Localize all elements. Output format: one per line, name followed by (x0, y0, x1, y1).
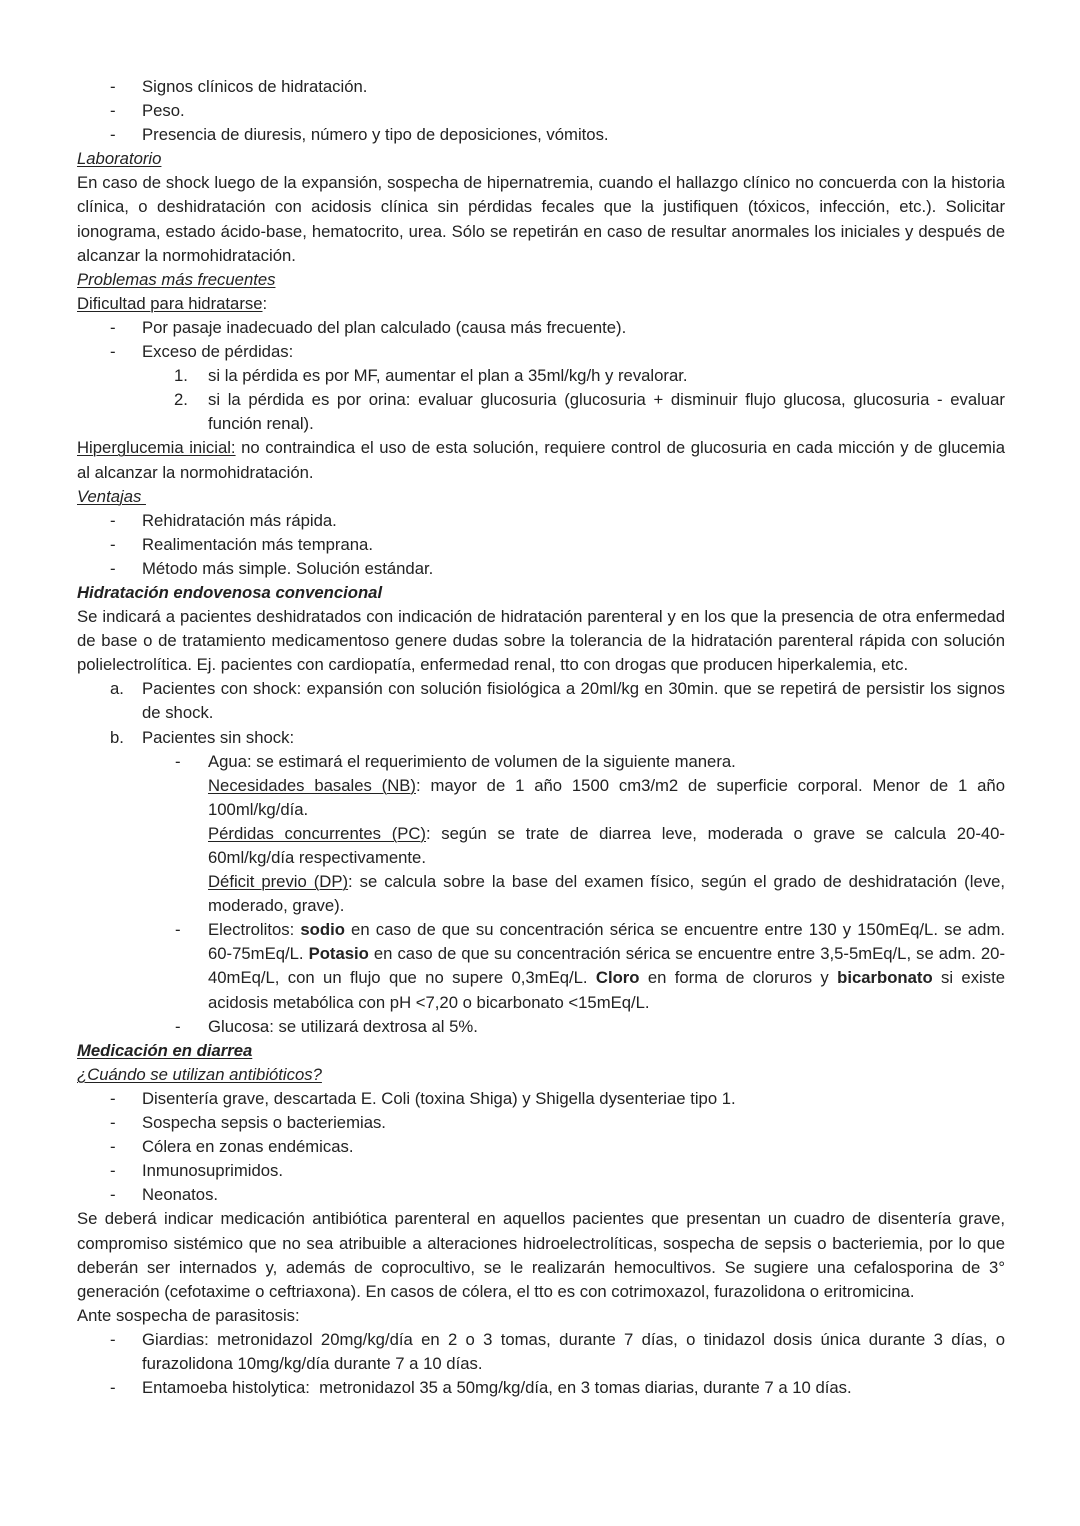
dash-marker: - (175, 920, 181, 940)
dash-marker: - (110, 1113, 116, 1133)
hidratacion-paragraph: Se indicará a pacientes deshidratados con indicación de hidratación parenteral y en los que la presencia de otra enfermedad de base o de tratamiento medicamentoso genere dudas sobre la tolerancia de la hidratación parenteral rápida con solución polielectrolítica. Ej. pacientes con cardiopatía, enfermedad renal, tto con drogas que producen hiperkalemia, etc. (77, 607, 1005, 675)
hiperglucemia-paragraph: Hiperglucemia inicial: no contraindica el uso de esta solución, requiere control de glucosuria en cada micción y de glucemia al alcanzar la normohidratación. (77, 438, 1006, 482)
dash-marker: - (110, 1137, 116, 1157)
letter-marker: b. (110, 727, 124, 747)
medicacion-heading: Medicación en diarrea (77, 1040, 253, 1060)
ventajas-heading: Ventajas (77, 486, 146, 506)
list-item: - Realimentación más temprana. (77, 533, 1005, 557)
problemas-heading: Problemas más frecuentes (77, 269, 276, 289)
hidratacion-heading: Hidratación endovenosa convencional (77, 582, 383, 602)
dash-marker: - (110, 1161, 116, 1181)
list-item: - Exceso de pérdidas: (77, 340, 1005, 364)
list-item: - Por pasaje inadecuado del plan calculado (causa más frecuente). (77, 316, 1005, 340)
dash-marker: - (110, 1329, 116, 1349)
sub-list-item: - Electrolitos: sodio en caso de que su concentración sérica se encuentre entre 130 y 150mEq/L. se adm. 60-75mEq/L. Potasio en caso de que su concentración sérica se encuentre entre 3,5-5mEq/L, se adm. 20-40mEq/L, con un flujo que no supere 0,3mEq/L. Cloro en forma de cloruros y bicarbonato si existe acidosis metabólica con pH <7,20 o bicarbonato <15mEq/L. (175, 920, 1006, 1012)
pc-paragraph: Pérdidas concurrentes (PC): según se trate de diarrea leve, moderada o grave se calcula 20-40-60ml/kg/día respectivamente. (208, 823, 1005, 867)
antibioticos-question: ¿Cuándo se utilizan antibióticos? (77, 1064, 322, 1084)
sub-list-item: - Agua: se estimará el requerimiento de volumen de la siguiente manera. (77, 750, 1005, 774)
numbered-item: 1. si la pérdida es por MF, aumentar el plan a 35ml/kg/h y revalorar. (77, 364, 1005, 388)
medicacion-paragraph: Se deberá indicar medicación antibiótica parenteral en aquellos pacientes que presentan un cuadro de disentería grave, compromiso sistémico que no sea atribuible a alteraciones hidroelectrolíticas, sospecha de sepsis o bacteriemia, por lo que deberán ser internados y, además de coprocultivo, se le realizarán hemocultivos. Se sugiere una cefalosporina de 3° generación (cefotaxime o ceftriaxona). En casos de cólera, el tto es con cotrimoxazol, furazolidona o eritromicina. (77, 1209, 1005, 1301)
list-item: - Peso. (77, 99, 1005, 123)
list-item: - Método más simple. Solución estándar. (77, 557, 1005, 581)
lettered-item: b. Pacientes sin shock: (77, 726, 1005, 750)
list-item: - Entamoeba histolytica: metronidazol 35 a 50mg/kg/día, en 3 tomas diarias, durante 7 a 10 días. (77, 1376, 1005, 1400)
dash-marker: - (110, 510, 116, 530)
number-marker: 2. (174, 390, 188, 410)
dash-marker: - (110, 125, 116, 145)
laboratorio-heading: Laboratorio (77, 149, 162, 169)
dash-marker: - (110, 1088, 116, 1108)
list-item: - Giardias: metronidazol 20mg/kg/día en 2 o 3 tomas, durante 7 días, o tinidazol dosis única durante 3 días, o furazolidona 10mg/kg/día durante 7 a 10 días. (110, 1329, 1005, 1373)
dash-marker: - (110, 1378, 116, 1398)
dash-marker: - (110, 558, 116, 578)
list-item: - Presencia de diuresis, número y tipo de deposiciones, vómitos. (77, 123, 1005, 147)
dash-marker: - (110, 342, 116, 362)
nb-paragraph: Necesidades basales (NB): mayor de 1 año 1500 cm3/m2 de superficie corporal. Menor de 1 año 100ml/kg/día. (208, 775, 1005, 819)
lettered-item: a. Pacientes con shock: expansión con solución fisiológica a 20ml/kg en 30min. que se repetirá de persistir los signos de shock. (110, 679, 1005, 723)
list-item: - Signos clínicos de hidratación. (77, 75, 1005, 99)
dash-marker: - (110, 1185, 116, 1205)
list-item: - Rehidratación más rápida. (77, 509, 1005, 533)
dash-marker: - (110, 317, 116, 337)
list-item: - Cólera en zonas endémicas. (77, 1135, 1005, 1159)
list-item: - Neonatos. (77, 1183, 1005, 1207)
dash-marker: - (175, 1016, 181, 1036)
laboratorio-paragraph: En caso de shock luego de la expansión, sospecha de hipernatremia, cuando el hallazgo clínico no concuerda con la historia clínica, o deshidratación con acidosis clínica sin pérdidas fecales que la justifiquen (tóxicos, infección, etc.). Solicitar ionograma, estado ácido-base, hematocrito, urea. Sólo se repetirán en caso de resultar anormales los iniciales y después de alcanzar la normohidratación. (77, 173, 1005, 265)
parasitosis-intro: Ante sospecha de parasitosis: (77, 1305, 300, 1325)
letter-marker: a. (110, 679, 124, 699)
dash-marker: - (175, 751, 181, 771)
dificultad-heading: Dificultad para hidratarse: (77, 293, 268, 313)
list-item: - Sospecha sepsis o bacteriemias. (77, 1111, 1005, 1135)
list-item: - Disentería grave, descartada E. Coli (toxina Shiga) y Shigella dysenteriae tipo 1. (77, 1087, 1005, 1111)
numbered-item: 2. si la pérdida es por orina: evaluar glucosuria (glucosuria + disminuir flujo glucosa, glucosuria - evaluar función renal). (174, 390, 1005, 434)
dp-paragraph: Déficit previo (DP): se calcula sobre la base del examen físico, según el grado de deshidratación (leve, moderado, grave). (208, 872, 1005, 916)
sub-list-item: - Glucosa: se utilizará dextrosa al 5%. (77, 1015, 1005, 1039)
dash-marker: - (110, 534, 116, 554)
dash-marker: - (110, 77, 116, 96)
dash-marker: - (110, 101, 116, 121)
number-marker: 1. (174, 366, 188, 386)
document-page (77, 75, 1005, 1400)
list-item: - Inmunosuprimidos. (77, 1159, 1005, 1183)
